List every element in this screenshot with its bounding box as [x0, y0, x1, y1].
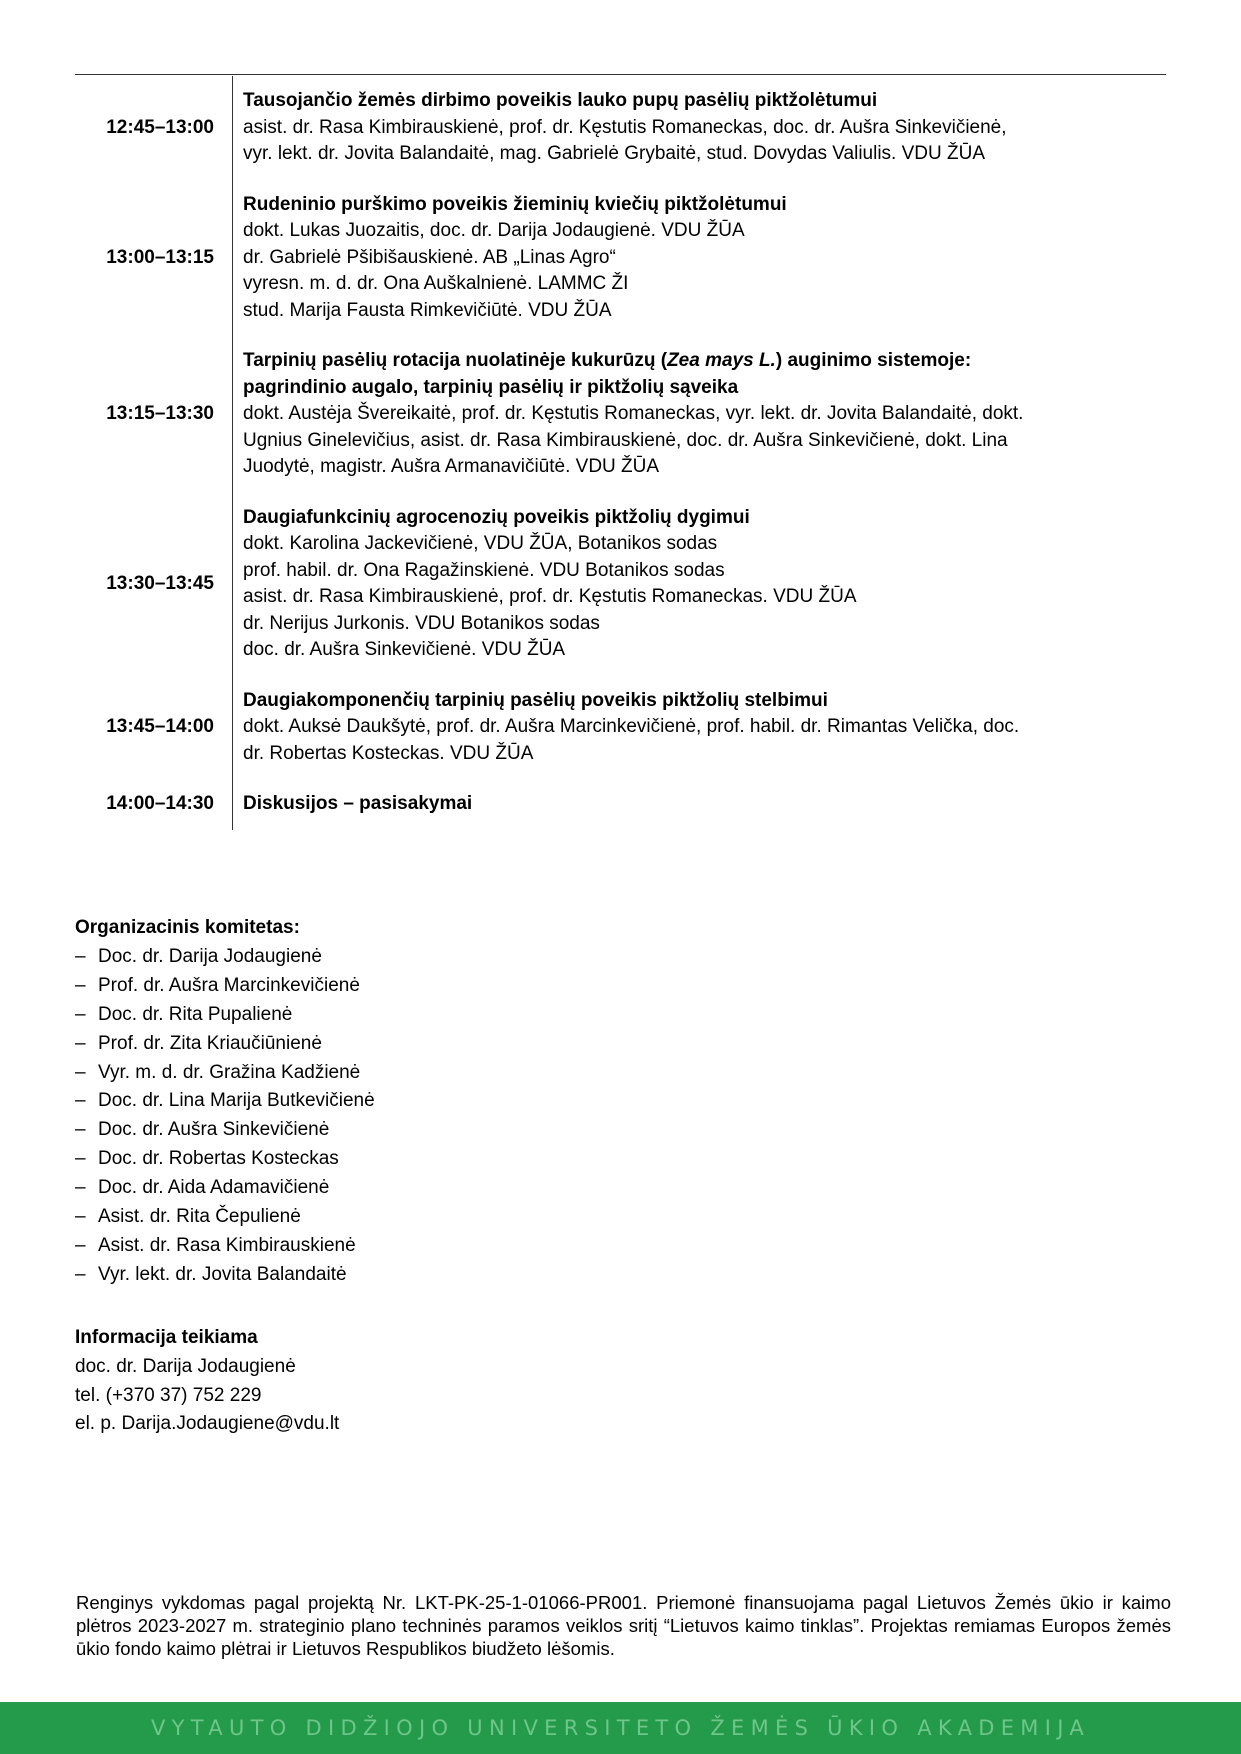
member-name: Doc. dr. Rita Pupalienė	[98, 1003, 293, 1025]
member-name: Vyr. m. d. dr. Gražina Kadžienė	[98, 1061, 361, 1083]
committee-member	[75, 1145, 375, 1174]
slot-time: 13:15–13:30	[106, 403, 214, 425]
committee-member	[75, 1174, 375, 1203]
member-name: Doc. dr. Darija Jodaugienė	[98, 945, 322, 967]
slot-body	[232, 76, 1166, 180]
footer-banner	[0, 1702, 1241, 1754]
talk-title	[243, 348, 1166, 375]
dash-bullet: –	[75, 1032, 86, 1054]
slot-time: 12:45–13:00	[106, 116, 214, 138]
dash-bullet: –	[75, 1061, 86, 1083]
committee-member	[75, 1001, 375, 1030]
talk-authors: Ugnius Ginelevičius, asist. dr. Rasa Kimbirauskienė, doc. dr. Aušra Sinkevičienė, dokt. Lina	[243, 429, 1008, 451]
slot-body	[232, 180, 1166, 337]
slot-body	[232, 676, 1166, 780]
talk-title: Daugiakomponenčių tarpinių pasėlių poveikis piktžolių stelbimui	[243, 689, 828, 711]
slot-body	[232, 493, 1166, 676]
committee-member	[75, 1203, 375, 1232]
slot-time: 13:45–14:00	[106, 716, 214, 738]
slot-body	[232, 779, 1166, 830]
dash-bullet: –	[75, 1206, 86, 1228]
talk-title: Tausojančio žemės dirbimo poveikis lauko pupų pasėlių piktžolėtumui	[243, 90, 878, 111]
member-name: Doc. dr. Robertas Kosteckas	[98, 1148, 339, 1170]
schedule-slot	[75, 779, 1166, 830]
talk-title: Rudeninio purškimo poveikis žieminių kviečių piktžolėtumui	[243, 193, 787, 215]
dash-bullet: –	[75, 974, 86, 996]
schedule-slot	[75, 336, 1166, 493]
contact-heading: Informacija teikiama	[75, 1327, 258, 1348]
talk-authors: asist. dr. Rasa Kimbirauskienė, prof. dr. Kęstutis Romaneckas, doc. dr. Aušra Sinkevičienė,	[243, 116, 1007, 138]
funding-notice: Renginys vykdomas pagal projektą Nr. LKT-PK-25-1-01066-PR001. Priemonė finansuojama pagal Lietuvos Žemės ūkio ir kaimo plėtros 2023-2027 m. strateginio plano techninės paramos veiklos sritį “Lietuvos kaimo tinklas”. Projektas remiamas Europos žemės ūkio fondo kaimo plėtrai ir Lietuvos Respublikos biudžeto lėšomis.	[76, 1592, 1171, 1659]
member-name: Prof. dr. Aušra Marcinkevičienė	[98, 974, 360, 996]
schedule-slot	[75, 180, 1166, 337]
talk-authors: dr. Nerijus Jurkonis. VDU Botanikos sodas	[243, 612, 600, 634]
talk-authors: vyr. lekt. dr. Jovita Balandaitė, mag. Gabrielė Grybaitė, stud. Dovydas Valiulis. VDU ŽŪA	[243, 143, 986, 164]
committee-member	[75, 1087, 375, 1116]
committee-member	[75, 943, 375, 972]
dash-bullet: –	[75, 1003, 86, 1025]
member-name: Vyr. lekt. dr. Jovita Balandaitė	[98, 1263, 347, 1285]
talk-authors: doc. dr. Aušra Sinkevičienė. VDU ŽŪA	[243, 639, 566, 660]
member-name: Doc. dr. Aida Adamavičienė	[98, 1177, 330, 1199]
committee-member	[75, 1261, 375, 1290]
dash-bullet: –	[75, 1119, 86, 1141]
organizing-committee	[75, 914, 375, 1290]
talk-authors: asist. dr. Rasa Kimbirauskienė, prof. dr. Kęstutis Romaneckas. VDU ŽŪA	[243, 586, 857, 607]
talk-authors: dr. Robertas Kosteckas. VDU ŽŪA	[243, 742, 534, 764]
talk-title-part: ) auginimo sistemoje:	[775, 350, 972, 371]
slot-time: 14:00–14:30	[106, 793, 214, 815]
slot-time: 13:30–13:45	[106, 573, 214, 594]
program-schedule	[75, 76, 1166, 830]
contact-email: el. p. Darija.Jodaugiene@vdu.lt	[75, 1413, 340, 1435]
talk-authors: dokt. Austėja Švereikaitė, prof. dr. Kęstutis Romaneckas, vyr. lekt. dr. Jovita Balandaitė, dokt.	[243, 403, 1024, 424]
member-name: Asist. dr. Rasa Kimbirauskienė	[98, 1234, 356, 1256]
dash-bullet: –	[75, 1090, 86, 1112]
schedule-slot	[75, 493, 1166, 676]
committee-member	[75, 1232, 375, 1261]
dash-bullet: –	[75, 1177, 86, 1199]
talk-authors: stud. Marija Fausta Rimkevičiūtė. VDU ŽŪA	[243, 299, 612, 321]
contact-phone: tel. (+370 37) 752 229	[75, 1384, 262, 1406]
talk-title-part: Tarpinių pasėlių rotacija nuolatinėje kukurūzų (	[243, 350, 668, 371]
slot-time: 13:00–13:15	[106, 246, 214, 268]
species-name: Zea mays L.	[667, 350, 776, 371]
member-name: Doc. dr. Lina Marija Butkevičienė	[98, 1090, 375, 1112]
top-divider	[75, 74, 1166, 75]
member-name: Prof. dr. Zita Kriaučiūnienė	[98, 1032, 322, 1054]
talk-authors: dokt. Auksė Daukšytė, prof. dr. Aušra Marcinkevičienė, prof. habil. dr. Rimantas Velička, doc.	[243, 716, 1020, 737]
schedule-slot	[75, 676, 1166, 780]
committee-member	[75, 1059, 375, 1088]
dash-bullet: –	[75, 1263, 86, 1285]
committee-member	[75, 1030, 375, 1059]
talk-authors: Juodytė, magistr. Aušra Armanavičiūtė. VDU ŽŪA	[243, 456, 660, 477]
talk-title: Daugiafunkcinių agrocenozių poveikis piktžolių dygimui	[243, 506, 750, 528]
contact-name: doc. dr. Darija Jodaugienė	[75, 1355, 296, 1377]
member-name: Doc. dr. Aušra Sinkevičienė	[98, 1119, 330, 1141]
committee-member	[75, 972, 375, 1001]
contact-info	[75, 1324, 339, 1439]
talk-authors: dr. Gabrielė Pšibišauskienė. AB „Linas Agro“	[243, 246, 616, 268]
dash-bullet: –	[75, 1148, 86, 1170]
talk-authors: vyresn. m. d. dr. Ona Auškalnienė. LAMMC ŽI	[243, 273, 629, 294]
institution-name: VYTAUTO DIDŽIOJO UNIVERSITETO ŽEMĖS ŪKIO AKADEMIJA	[150, 1716, 1090, 1740]
committee-heading: Organizacinis komitetas:	[75, 917, 300, 938]
dash-bullet: –	[75, 1234, 86, 1256]
slot-body	[232, 336, 1166, 493]
talk-authors: dokt. Karolina Jackevičienė, VDU ŽŪA, Botanikos sodas	[243, 533, 718, 554]
committee-member	[75, 1116, 375, 1145]
talk-authors: dokt. Lukas Juozaitis, doc. dr. Darija Jodaugienė. VDU ŽŪA	[243, 220, 745, 241]
member-name: Asist. dr. Rita Čepulienė	[98, 1206, 301, 1228]
talk-authors: prof. habil. dr. Ona Ragažinskienė. VDU Botanikos sodas	[243, 559, 725, 581]
talk-title-line2: pagrindinio augalo, tarpinių pasėlių ir piktžolių sąveika	[243, 376, 739, 398]
talk-title: Diskusijos – pasisakymai	[243, 793, 473, 814]
schedule-slot	[75, 76, 1166, 180]
dash-bullet: –	[75, 945, 86, 967]
